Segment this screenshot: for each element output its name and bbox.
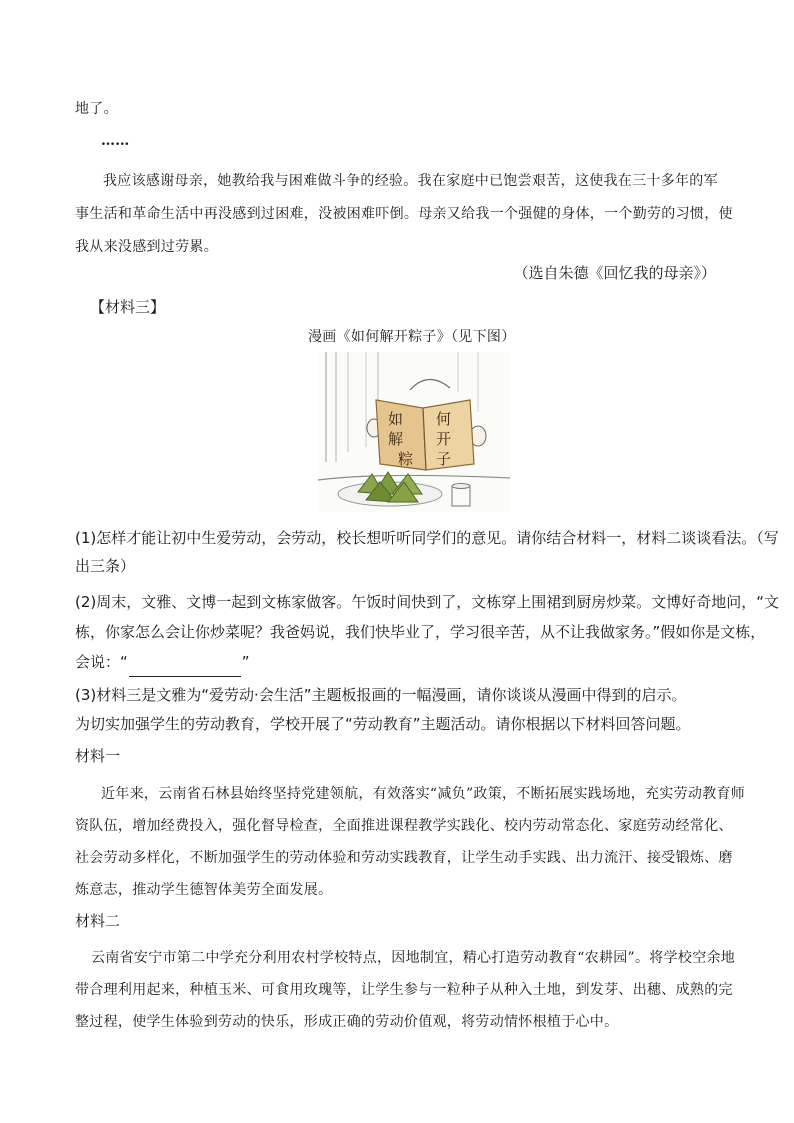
question-3: (3)材料三是文雅为“爱劳动·会生活”主题板报画的一幅漫画，请你谈谈从漫画中得到的启示。 bbox=[75, 686, 687, 704]
book-title-char: 如 bbox=[388, 410, 404, 428]
activity-intro: 为切实加强学生的劳动教育，学校开展了“劳动教育”主题活动。请你根据以下材料回答问题。 bbox=[75, 715, 691, 733]
comic-illustration bbox=[318, 352, 510, 512]
mother-paragraph bbox=[75, 165, 733, 264]
book-title-char: 子 bbox=[436, 450, 452, 468]
paragraph-line: 我从来没感到过劳累。 bbox=[75, 239, 218, 255]
paragraph-line: 社会劳动多样化，不断加强学生的劳动体验和劳动实践教育，让学生动手实践、出力流汗、接受锻炼、磨 bbox=[75, 850, 733, 866]
book-title-char: 粽 bbox=[398, 450, 414, 468]
answer-blank[interactable] bbox=[129, 662, 241, 677]
material1-heading: 材料一 bbox=[75, 747, 121, 765]
question-1 bbox=[75, 524, 779, 580]
question-2 bbox=[75, 587, 780, 677]
ellipsis: …… bbox=[101, 133, 130, 149]
answer-line bbox=[75, 647, 721, 677]
comic-caption: 漫画《如何解开粽子》（见下图） bbox=[308, 329, 516, 345]
book-title-char: 何 bbox=[436, 410, 452, 428]
question-line: (2)周末，文雅、文博一起到文栋家做客。午饭时间快到了，文栋穿上围裙到厨房炒菜。文博好奇地问，“文 bbox=[75, 593, 780, 611]
source-citation: （选自朱德《回忆我的母亲》） bbox=[513, 264, 716, 282]
paragraph-line: 事生活和革命生活中再没感到过困难，没被困难吓倒。母亲又给我一个强健的身体，一个勤劳的习惯，使 bbox=[75, 206, 733, 222]
paragraph-line: 带合理利用起来，种植玉米、可食用玫瑰等，让学生参与一粒种子从种入土地，到发芽、出穗、成熟的完 bbox=[75, 982, 733, 998]
paragraph-line: 整过程，使学生体验到劳动的快乐，形成正确的劳动价值观，将劳动情怀根植于心中。 bbox=[75, 1014, 619, 1030]
paragraph-line: 炼意志，推动学生德智体美劳全面发展。 bbox=[75, 882, 333, 898]
answer-suffix: ” bbox=[241, 653, 250, 671]
paragraph-line: 资队伍，增加经费投入，强化督导检查，全面推进课程教学实践化、校内劳动常态化、家庭劳动经常化、 bbox=[75, 818, 733, 834]
question-line: 出三条） bbox=[75, 557, 136, 575]
material2-heading: 材料二 bbox=[75, 912, 121, 930]
answer-prefix: 会说：“ bbox=[75, 653, 128, 671]
question-line: (1)怎样才能让初中生爱劳动，会劳动，校长想听听同学们的意见。请你结合材料一，材料二谈谈看法。（写 bbox=[75, 529, 779, 547]
material2-body bbox=[75, 942, 736, 1038]
material3-heading: 【材料三】 bbox=[90, 298, 166, 316]
book-title-char: 解 bbox=[388, 430, 404, 448]
material1-body bbox=[75, 778, 746, 906]
question-line: 栋，你家怎么会让你炒菜呢？我爸妈说，我们快毕业了，学习很辛苦，从不让我做家务。”假如你是文栋， bbox=[75, 623, 766, 641]
paragraph-line: 云南省安宁市第二中学充分利用农村学校特点，因地制宜，精心打造劳动教育“农耕园”。将学校空余地 bbox=[91, 950, 736, 966]
paragraph-line: 我应该感谢母亲，她教给我与困难做斗争的经验。我在家庭中已饱尝艰苦，这使我在三十多年的军 bbox=[103, 173, 718, 189]
book-title-char: 开 bbox=[436, 430, 452, 448]
comic-drawing bbox=[318, 352, 510, 512]
passage-fragment: 地了。 bbox=[75, 101, 118, 117]
paragraph-line: 近年来，云南省石林县始终坚持党建领航，有效落实“减负”政策，不断拓展实践场地，充实劳动教育师 bbox=[101, 786, 746, 802]
